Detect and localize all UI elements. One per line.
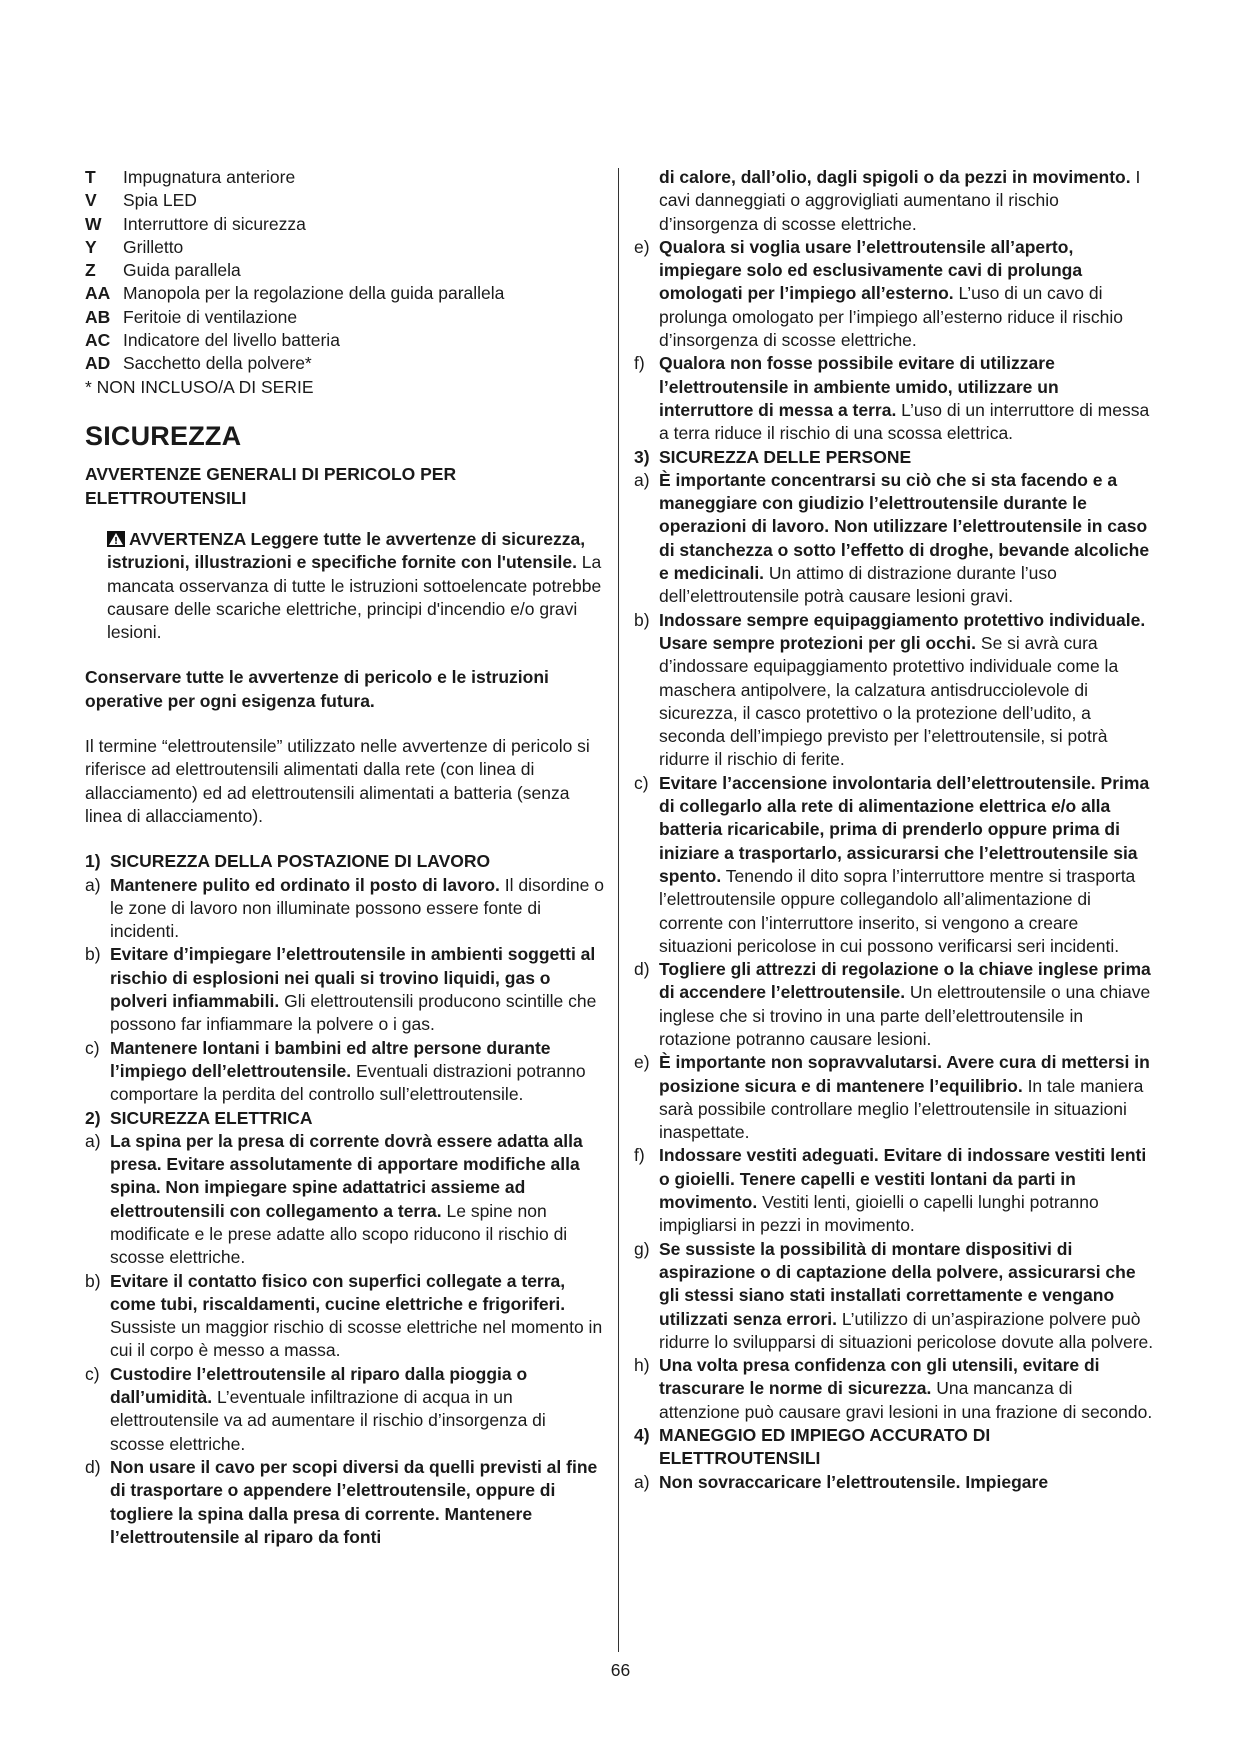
list-item bbox=[85, 874, 605, 944]
right-column bbox=[634, 166, 1156, 1494]
item-letter: b) bbox=[85, 944, 101, 965]
legend-row bbox=[85, 329, 605, 352]
legend-note: * NON INCLUSO/A DI SERIE bbox=[85, 376, 314, 397]
item-text: Il disordine o le zone di lavoro non illuminate possono essere fonte di incidenti. bbox=[110, 874, 604, 942]
s2-right-items bbox=[634, 236, 1156, 446]
item-letter: e) bbox=[634, 1052, 650, 1073]
item-text: Le spine non modificate e le prese adatte allo scopo riducono il rischio di scosse elettriche. bbox=[110, 1200, 568, 1268]
legend-code: V bbox=[85, 190, 97, 211]
s2-items bbox=[85, 1130, 605, 1549]
item-text: Tenendo il dito sopra l’interruttore mentre si trasporta l’elettroutensile oppure collegandolo all’alimentazione di corrente con l’interruttore inserito, si vengono a creare situazioni pericolose in cui possono verificarsi seri incidenti. bbox=[659, 865, 1136, 956]
item-text: Se si avrà cura d’indossare equipaggiamento protettivo individuale come la maschera antipolvere, la calzatura antisdrucciolevole di sicurezza, il casco protettivo o la protezione dell’udito, a seconda dell’impiego previsto per l’elettroutensile, si potrà ridurre il rischio di ferite. bbox=[659, 632, 1119, 770]
item-text: Sussiste un maggior rischio di scosse elettriche nel momento in cui il corpo è messo a massa. bbox=[110, 1317, 603, 1361]
item-bold-text: Mantenere lontani i bambini ed altre persone durante l’impiego dell’elettroutensile. bbox=[110, 1037, 551, 1081]
item-bold-text: Qualora si voglia usare l’elettroutensile all’aperto, impiegare solo ed esclusivamente cavi di prolunga omologati per l’impiego all’esterno. bbox=[659, 236, 1083, 304]
legend-label: Grilletto bbox=[123, 236, 184, 257]
legend-row bbox=[85, 213, 605, 236]
item-bold-text: È importante concentrarsi su ciò che si sta facendo e a maneggiare con giudizio l’elettroutensile durante le operazioni di lavoro. Non utilizzare l’elettroutensile in caso di stanchezza o sotto l’effetto di droghe, bevande alcoliche e medicinali. bbox=[659, 469, 1150, 584]
list-item bbox=[85, 1037, 605, 1107]
item-text: L’uso di un cavo di prolunga omologato per l’impiego all’esterno riduce il rischio d’insorgenza di scosse elettriche. bbox=[659, 283, 1123, 351]
conserve-paragraph: Conservare tutte le avvertenze di pericolo e le istruzioni operative per ogni esigenza futura. bbox=[85, 667, 549, 711]
item-bold-text: Mantenere pulito ed ordinato il posto di lavoro. bbox=[110, 874, 500, 895]
item-text: Vestiti lenti, gioielli o capelli lunghi potranno impigliarsi in pezzi in movimento. bbox=[659, 1192, 1099, 1236]
legend-code: AA bbox=[85, 283, 111, 304]
item-letter: a) bbox=[634, 469, 650, 490]
list-item bbox=[634, 1238, 1156, 1354]
page-number: 66 bbox=[610, 1660, 631, 1680]
list-item bbox=[85, 943, 605, 1036]
list-item bbox=[85, 1456, 605, 1549]
s1-items bbox=[85, 874, 605, 1107]
item-letter: c) bbox=[85, 1037, 100, 1058]
list-item bbox=[634, 469, 1156, 609]
s4-heading: 4) MANEGGIO ED IMPIEGO ACCURATO DI ELETTROUTENSILI bbox=[634, 1425, 991, 1469]
left-column bbox=[85, 166, 605, 1549]
item-letter: b) bbox=[634, 609, 650, 630]
item-bold-text: La spina per la presa di corrente dovrà essere adatta alla presa. Evitare assolutamente di apportare modifiche alla spina. Non impiegare spine adattatrici assieme ad elettroutensili con collegamento a terra. bbox=[110, 1130, 583, 1221]
legend-label: Interruttore di sicurezza bbox=[123, 213, 306, 234]
item-bold-text: Togliere gli attrezzi di regolazione o la chiave inglese prima di accendere l’elettroutensile. bbox=[659, 959, 1151, 1003]
s4-items bbox=[634, 1471, 1156, 1494]
warning-triangle-icon bbox=[107, 531, 125, 547]
item-text: Una mancanza di attenzione può causare gravi lesioni in una frazione di secondo. bbox=[659, 1378, 1153, 1422]
warning-bold: AVVERTENZA Leggere tutte le avvertenze di sicurezza, istruzioni, illustrazioni e specifiche fornite con l'utensile. bbox=[107, 528, 586, 573]
item-bold-text: Indossare sempre equipaggiamento protettivo individuale. Usare sempre protezioni per gli occhi. bbox=[659, 609, 1146, 653]
legend-row bbox=[85, 189, 605, 212]
item-text: Un elettroutensile o una chiave inglese che si trovino in una parte dell’elettroutensile in rotazione potranno causare lesioni. bbox=[659, 982, 1151, 1049]
legend-label: Sacchetto della polvere* bbox=[123, 353, 312, 374]
s3-items bbox=[634, 469, 1156, 1424]
item-bold-text: Una volta presa confidenza con gli utensili, evitare di trascurare le norme di sicurezza. bbox=[659, 1355, 1100, 1399]
item-text: Un attimo di distrazione durante l’uso dell’elettroutensile potrà causare lesioni gravi. bbox=[659, 563, 1057, 607]
list-item bbox=[85, 1270, 605, 1363]
item-bold-text: È importante non sopravvalutarsi. Avere cura di mettersi in posizione sicura e di mantenere l’equilibrio. bbox=[659, 1052, 1150, 1096]
term-paragraph: Il termine “elettroutensile” utilizzato nelle avvertenze di pericolo si riferisce ad elettroutensili alimentati dalla rete (con linea di allacciamento) ed ad elettroutensili alimentati a batteria (senza linea di allacciamento). bbox=[85, 736, 590, 826]
item-letter: a) bbox=[85, 1130, 101, 1151]
item-letter: a) bbox=[634, 1471, 650, 1492]
legend-code: W bbox=[85, 213, 102, 234]
legend-row bbox=[85, 306, 605, 329]
item-letter: c) bbox=[85, 1363, 100, 1384]
s1-heading: 1) SICUREZZA DELLA POSTAZIONE DI LAVORO bbox=[85, 851, 491, 872]
item-bold-text: Evitare l’accensione involontaria dell’elettroutensile. Prima di collegarlo alla rete di alimentazione elettrica e/o alla batteria ricaricabile, prima di prenderlo oppure prima di iniziare a trasportarlo, assicurarsi che l’elettroutensile sia spento. bbox=[659, 772, 1150, 886]
legend-row bbox=[85, 166, 605, 189]
item-letter: h) bbox=[634, 1355, 650, 1376]
item-letter: g) bbox=[634, 1238, 650, 1259]
item-letter: d) bbox=[634, 959, 650, 980]
list-item bbox=[634, 236, 1156, 352]
s2-d-continuation: di calore, dall’olio, dagli spigoli o da pezzi in movimento. I cavi danneggiati o aggrovigliati aumentano il rischio d’insorgenza di scosse elettriche. bbox=[659, 167, 1141, 234]
legend-label: Impugnatura anteriore bbox=[123, 167, 296, 187]
legend-code: Z bbox=[85, 260, 96, 281]
item-letter: a) bbox=[85, 874, 101, 895]
item-letter: f) bbox=[634, 353, 645, 374]
section-subtitle: AVVERTENZE GENERALI DI PERICOLO PER ELETTROUTENSILI bbox=[85, 463, 457, 508]
legend-row bbox=[85, 282, 605, 305]
column-divider bbox=[618, 168, 619, 1652]
list-item bbox=[634, 352, 1156, 445]
list-item bbox=[85, 1363, 605, 1456]
section-title: SICUREZZA bbox=[85, 420, 242, 451]
item-bold-text: Se sussiste la possibilità di montare dispositivi di aspirazione o di captazione della polvere, assicurarsi che gli stessi siano stati installati correttamente e vengano utilizzati senza errori. bbox=[659, 1238, 1136, 1329]
parts-legend bbox=[85, 166, 605, 376]
legend-label: Feritoie di ventilazione bbox=[123, 306, 298, 327]
legend-label: Spia LED bbox=[123, 190, 197, 211]
list-item bbox=[634, 1354, 1156, 1424]
s2-heading: 2) SICUREZZA ELETTRICA bbox=[85, 1107, 313, 1128]
s3-heading: 3) SICUREZZA DELLE PERSONE bbox=[634, 446, 912, 467]
legend-row bbox=[85, 259, 605, 282]
item-letter: e) bbox=[634, 236, 650, 257]
item-bold-text: Custodire l’elettroutensile al riparo dalla pioggia o dall’umidità. bbox=[110, 1363, 528, 1408]
list-item bbox=[634, 1471, 1156, 1494]
legend-row bbox=[85, 236, 605, 259]
item-text: Gli elettroutensili producono scintille che possono far infiammare la polvere o i gas. bbox=[110, 991, 597, 1035]
item-letter: f) bbox=[634, 1145, 645, 1166]
item-letter: b) bbox=[85, 1270, 101, 1291]
legend-code: AD bbox=[85, 353, 111, 374]
legend-code: Y bbox=[85, 236, 97, 257]
legend-row bbox=[85, 352, 605, 375]
list-item bbox=[634, 609, 1156, 772]
item-bold-text: Non usare il cavo per scopi diversi da quelli previsti al fine di trasportare o appendere l’elettroutensile, oppure di togliere la spina dalla presa di corrente. Mantenere l’elettroutensile al riparo da fonti bbox=[110, 1456, 598, 1547]
list-item bbox=[85, 1130, 605, 1270]
item-bold-text: Qualora non fosse possibile evitare di utilizzare l’elettroutensile in ambiente umido, utilizzare un interruttore di messa a terra. bbox=[659, 353, 1059, 420]
legend-label: Manopola per la regolazione della guida parallela bbox=[123, 283, 505, 304]
item-bold-text: Evitare d’impiegare l’elettroutensile in ambienti soggetti al rischio di esplosioni nei quali si trovino liquidi, gas o polveri infiammabili. bbox=[110, 944, 596, 1012]
warning-paragraph bbox=[107, 528, 605, 644]
list-item bbox=[634, 772, 1156, 958]
item-text: Eventuali distrazioni potranno comportare la perdita del controllo sull’elettroutensile. bbox=[110, 1060, 586, 1105]
item-text: In tale maniera sarà possibile controllare meglio l’elettroutensile in situazioni inaspettate. bbox=[659, 1075, 1144, 1143]
item-bold-text: Non sovraccaricare l’elettroutensile. Impiegare bbox=[659, 1471, 1049, 1492]
item-bold-text: Indossare vestiti adeguati. Evitare di indossare vestiti lenti o gioielli. Tenere capelli e vestiti lontani da parti in movimento. bbox=[659, 1145, 1147, 1213]
item-letter: c) bbox=[634, 772, 649, 793]
list-item bbox=[634, 958, 1156, 1051]
item-bold-text: Evitare il contatto fisico con superfici collegate a terra, come tubi, riscaldamenti, cucine elettriche e frigoriferi. bbox=[110, 1270, 566, 1314]
legend-code: AB bbox=[85, 306, 111, 327]
warning-text: La mancata osservanza di tutte le istruzioni sottoelencate potrebbe causare delle scariche elettriche, principi d'incendio e/o gravi lesioni. bbox=[107, 552, 602, 643]
item-text: L’eventuale infiltrazione di acqua in un elettroutensile va ad aumentare il rischio d’insorgenza di scosse elettriche. bbox=[110, 1387, 546, 1454]
item-letter: d) bbox=[85, 1456, 101, 1477]
legend-code: AC bbox=[85, 330, 111, 351]
item-text: L’uso di un interruttore di messa a terra riduce il rischio di una scossa elettrica. bbox=[659, 399, 1150, 444]
list-item bbox=[634, 1051, 1156, 1144]
legend-label: Guida parallela bbox=[123, 260, 241, 281]
item-text: L’utilizzo di un’aspirazione polvere può ridurre lo svilupparsi di situazioni pericolose dovute alla polvere. bbox=[659, 1308, 1154, 1352]
legend-code: T bbox=[85, 167, 96, 187]
list-item bbox=[634, 1144, 1156, 1237]
legend-label: Indicatore del livello batteria bbox=[123, 330, 340, 351]
